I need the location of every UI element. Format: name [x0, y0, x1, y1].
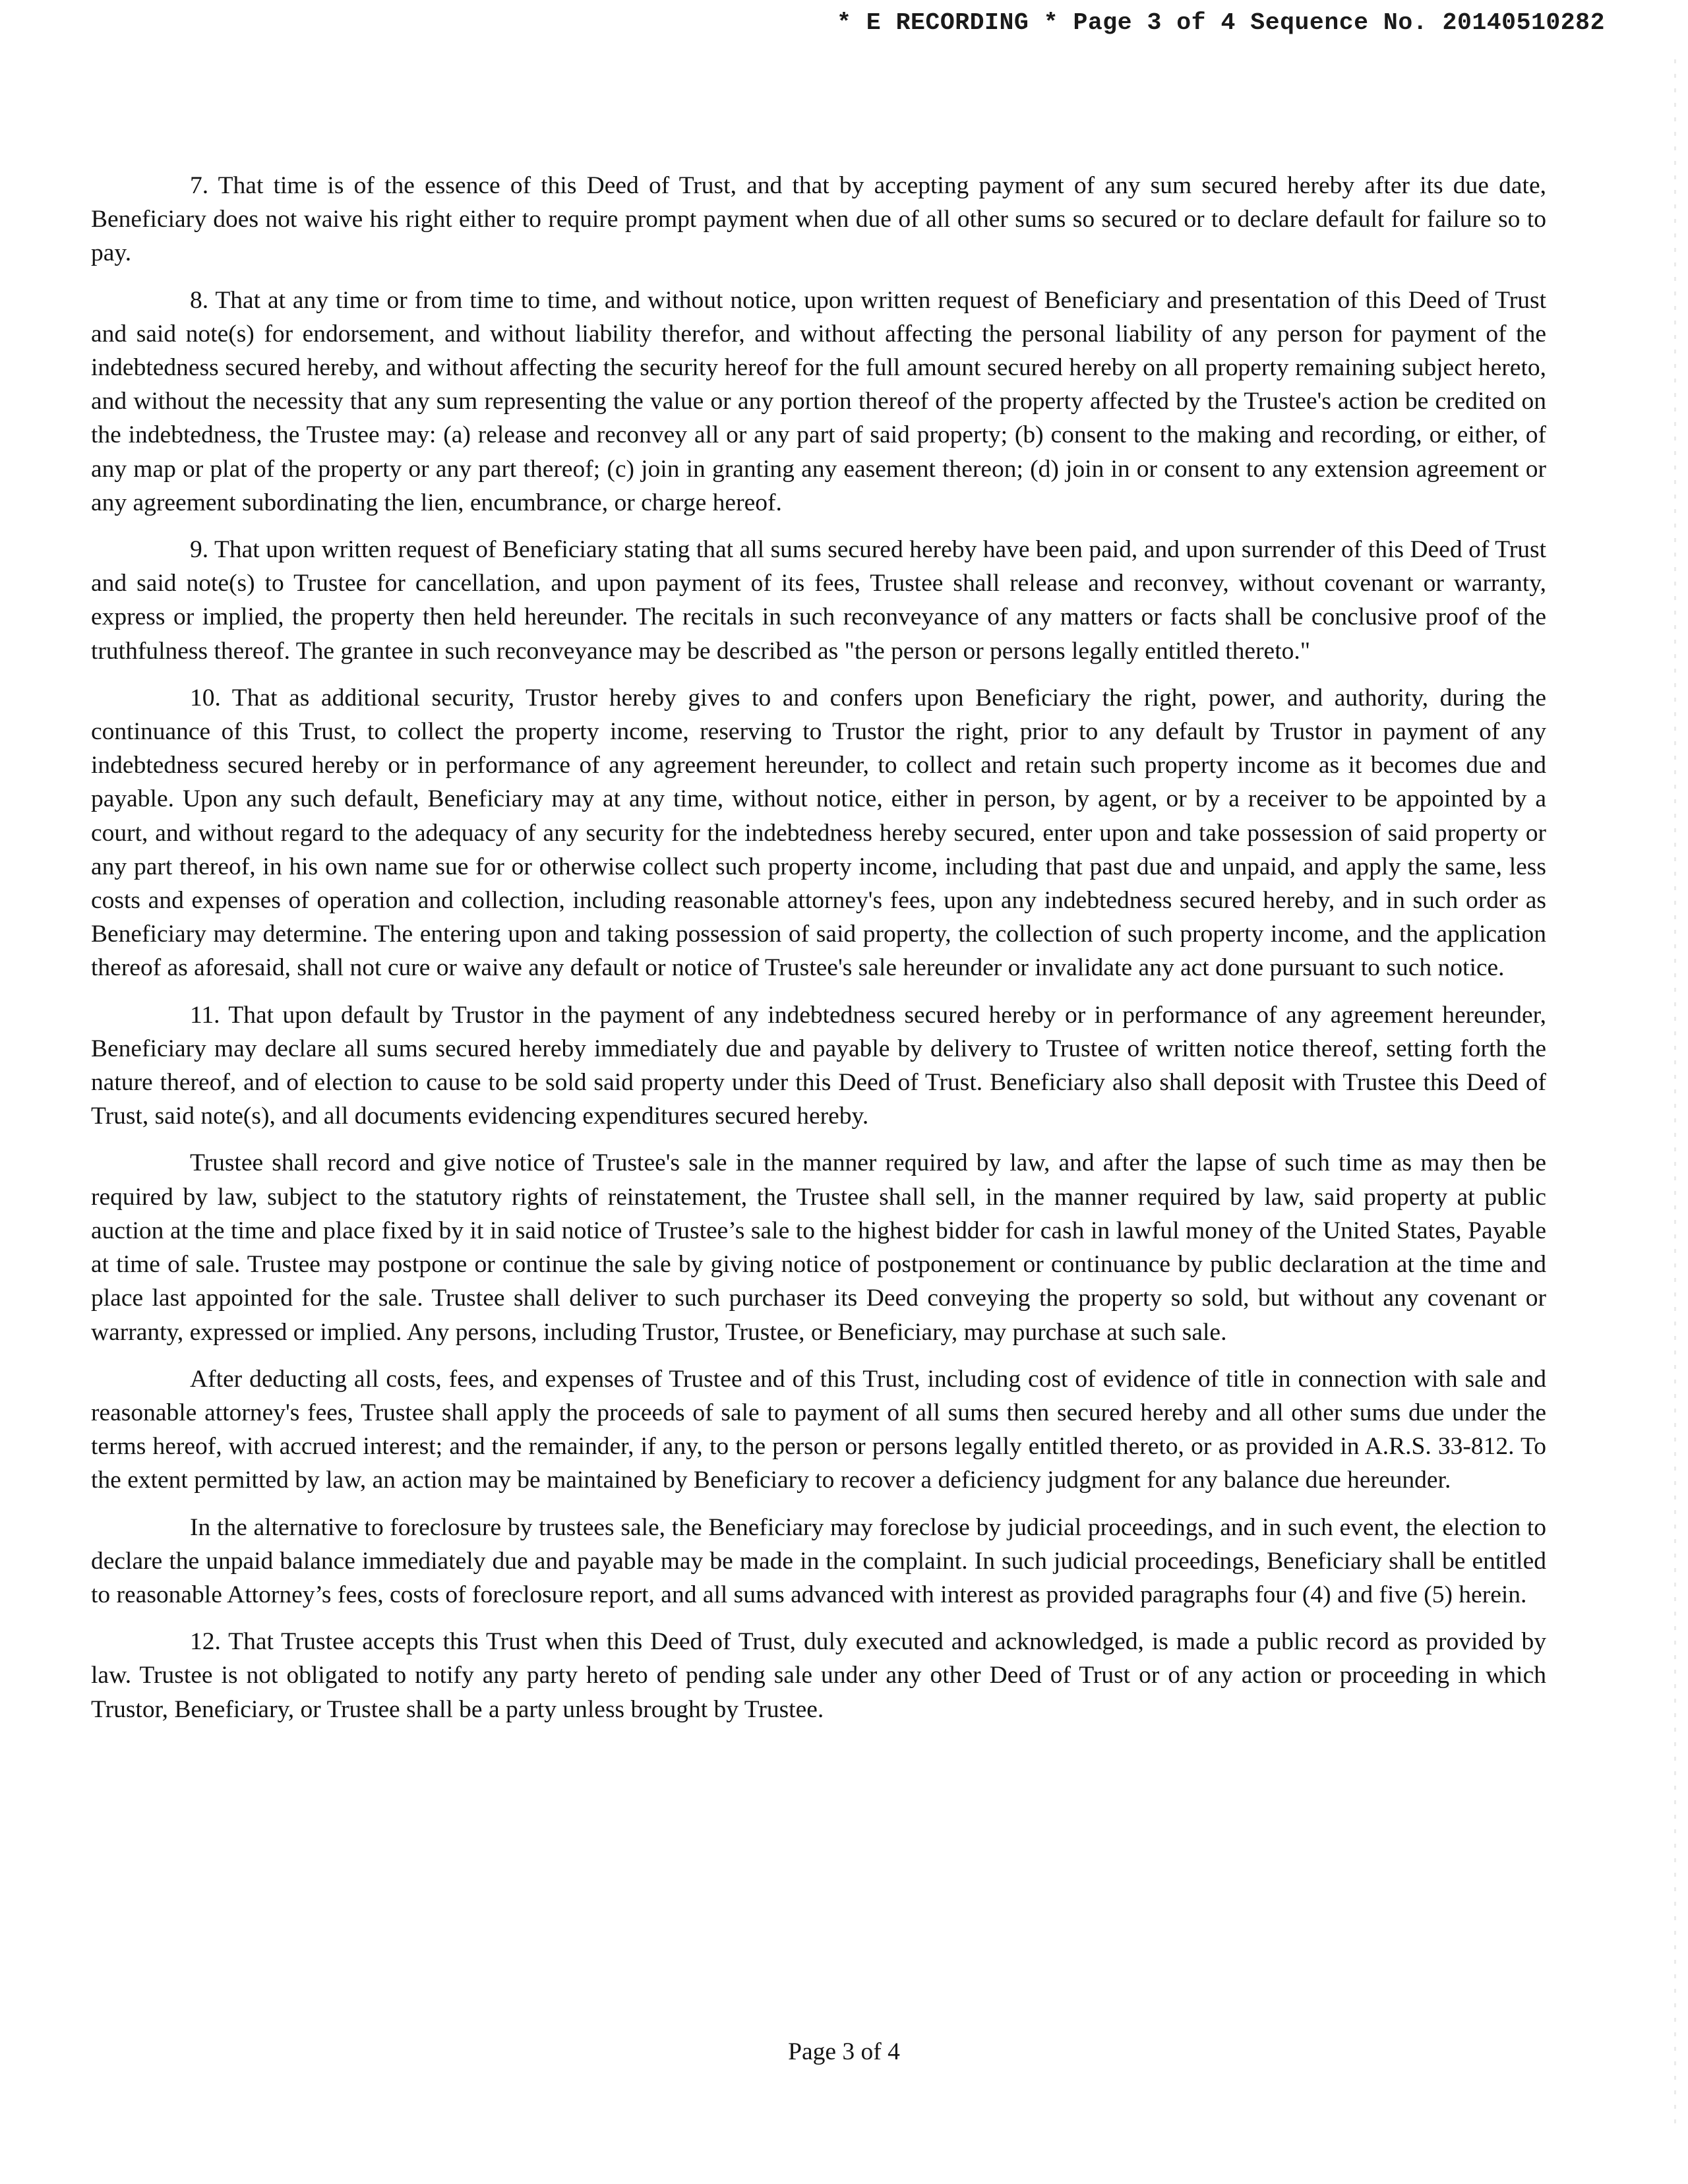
paragraph-11: 11. That upon default by Trustor in the payment of any indebtedness secured hereby or in performance of any agreement hereunder, Beneficiary may declare all sums secured hereby immediately due and payable by delivery to Trustee of written notice thereof, setting forth the nature thereof, and of election to cause to be sold said property under this Deed of Trust. Beneficiary also shall deposit with Trustee this Deed of Trust, said note(s), and all documents evidencing expenditures secured hereby. — [91, 1001, 1546, 1130]
paragraph-trustee-sale: Trustee shall record and give notice of Trustee's sale in the manner required by law, and after the lapse of such time as may then be required by law, subject to the statutory rights of reinstatement, the Trustee shall sell, in the manner required by law, said property at public auction at the time and place fixed by it in said notice of Trustee’s sale to the highest bidder for cash in lawful money of the United States, Payable at time of sale. Trustee may postpone or continue the sale by giving notice of postponement or continuance by public declaration at the time and place last appointed for the sale. Trustee shall deliver to such purchaser its Deed conveying the property so sold, but without any covenant or warranty, expressed or implied. Any persons, including Trustor, Trustee, or Beneficiary, may purchase at such sale. — [91, 1149, 1546, 1346]
paragraph-12: 12. That Trustee accepts this Trust when this Deed of Trust, duly executed and acknowledged, is made a public record as provided by law. Trustee is not obligated to notify any party hereto of pending sale under any other Deed of Trust or of any action or proceeding in which Trustor, Beneficiary, or Trustee shall be a party unless brought by Trustee. — [91, 1628, 1546, 1723]
paragraph-judicial-foreclosure: In the alternative to foreclosure by trustees sale, the Beneficiary may foreclose by judicial proceedings, and in such event, the election to declare the unpaid balance immediately due and payable may be made in the complaint. In such judicial proceedings, Beneficiary shall be entitled to reasonable Attorney’s fees, costs of foreclosure report, and all sums advanced with interest as provided paragraphs four (4) and five (5) herein. — [91, 1513, 1546, 1608]
paragraph-proceeds: After deducting all costs, fees, and expenses of Trustee and of this Trust, including cost of evidence of title in connection with sale and reasonable attorney's fees, Trustee shall apply the proceeds of sale to payment of all sums then secured hereby and all other sums due under the terms hereof, with accrued interest; and the remainder, if any, to the person or persons legally entitled thereto, or as provided in A.R.S. 33-812. To the extent permitted by law, an action may be maintained by Beneficiary to recover a deficiency judgment for any balance due hereunder. — [91, 1365, 1546, 1494]
paragraph-7: 7. That time is of the essence of this Deed of Trust, and that by accepting payment of any sum secured hereby after its due date, Beneficiary does not waive his right either to require prompt payment when due of all other sums so secured or to declare default for failure so to pay. — [91, 172, 1546, 267]
paragraph-10: 10. That as additional security, Trustor hereby gives to and confers upon Beneficiary the right, power, and authority, during the continuance of this Trust, to collect the property income, reserving to Trustor the right, prior to any default by Trustor in payment of any indebtedness secured hereby or in performance of any agreement hereunder, to collect and retain such property income as it becomes due and payable. Upon any such default, Beneficiary may at any time, without notice, either in person, by agent, or by a receiver to be appointed by a court, and without regard to the adequacy of any security for the indebtedness hereby secured, enter upon and take possession of said property or any part thereof, in his own name sue for or otherwise collect such property income, including that past due and unpaid, and apply the same, less costs and expenses of operation and collection, including reasonable attorney's fees, upon any indebtedness secured hereby, and in such order as Beneficiary may determine. The entering upon and taking possession of said property, the collection of such property income, and the application thereof as aforesaid, shall not cure or waive any default or notice of Trustee's sale hereunder or invalidate any act done pursuant to such notice. — [91, 684, 1546, 982]
recording-header: * E RECORDING * Page 3 of 4 Sequence No. 20140510282 — [837, 9, 1605, 36]
paragraph-8: 8. That at any time or from time to time, and without notice, upon written request of Beneficiary and presentation of this Deed of Trust and said note(s) for endorsement, and without liability therefor, and without affecting the personal liability of any person for payment of the indebtedness secured hereby, and without affecting the security hereof for the full amount secured hereby on all property remaining subject hereto, and without the necessity that any sum representing the value or any portion thereof of the property affected by the Trustee's action be credited on the indebtedness, the Trustee may: (a) release and reconvey all or any part of said property; (b) consent to the making and recording, or either, of any map or plat of the property or any part thereof; (c) join in granting any easement thereon; (d) join in or consent to any extension agreement or any agreement subordinating the lien, encumbrance, or charge hereof. — [91, 286, 1546, 516]
paragraph-9: 9. That upon written request of Beneficiary stating that all sums secured hereby have been paid, and upon surrender of this Deed of Trust and said note(s) to Trustee for cancellation, and upon payment of its fees, Trustee shall release and reconvey, without covenant or warranty, express or implied, the property then held hereunder. The recitals in such reconveyance of any matters or facts shall be conclusive proof of the truthfulness thereof. The grantee in such reconveyance may be described as "the person or persons legally entitled thereto." — [91, 536, 1546, 665]
document-body — [91, 169, 1546, 1740]
page-number: Page 3 of 4 — [788, 2038, 900, 2065]
scan-edge-artifact — [1674, 59, 1676, 2130]
